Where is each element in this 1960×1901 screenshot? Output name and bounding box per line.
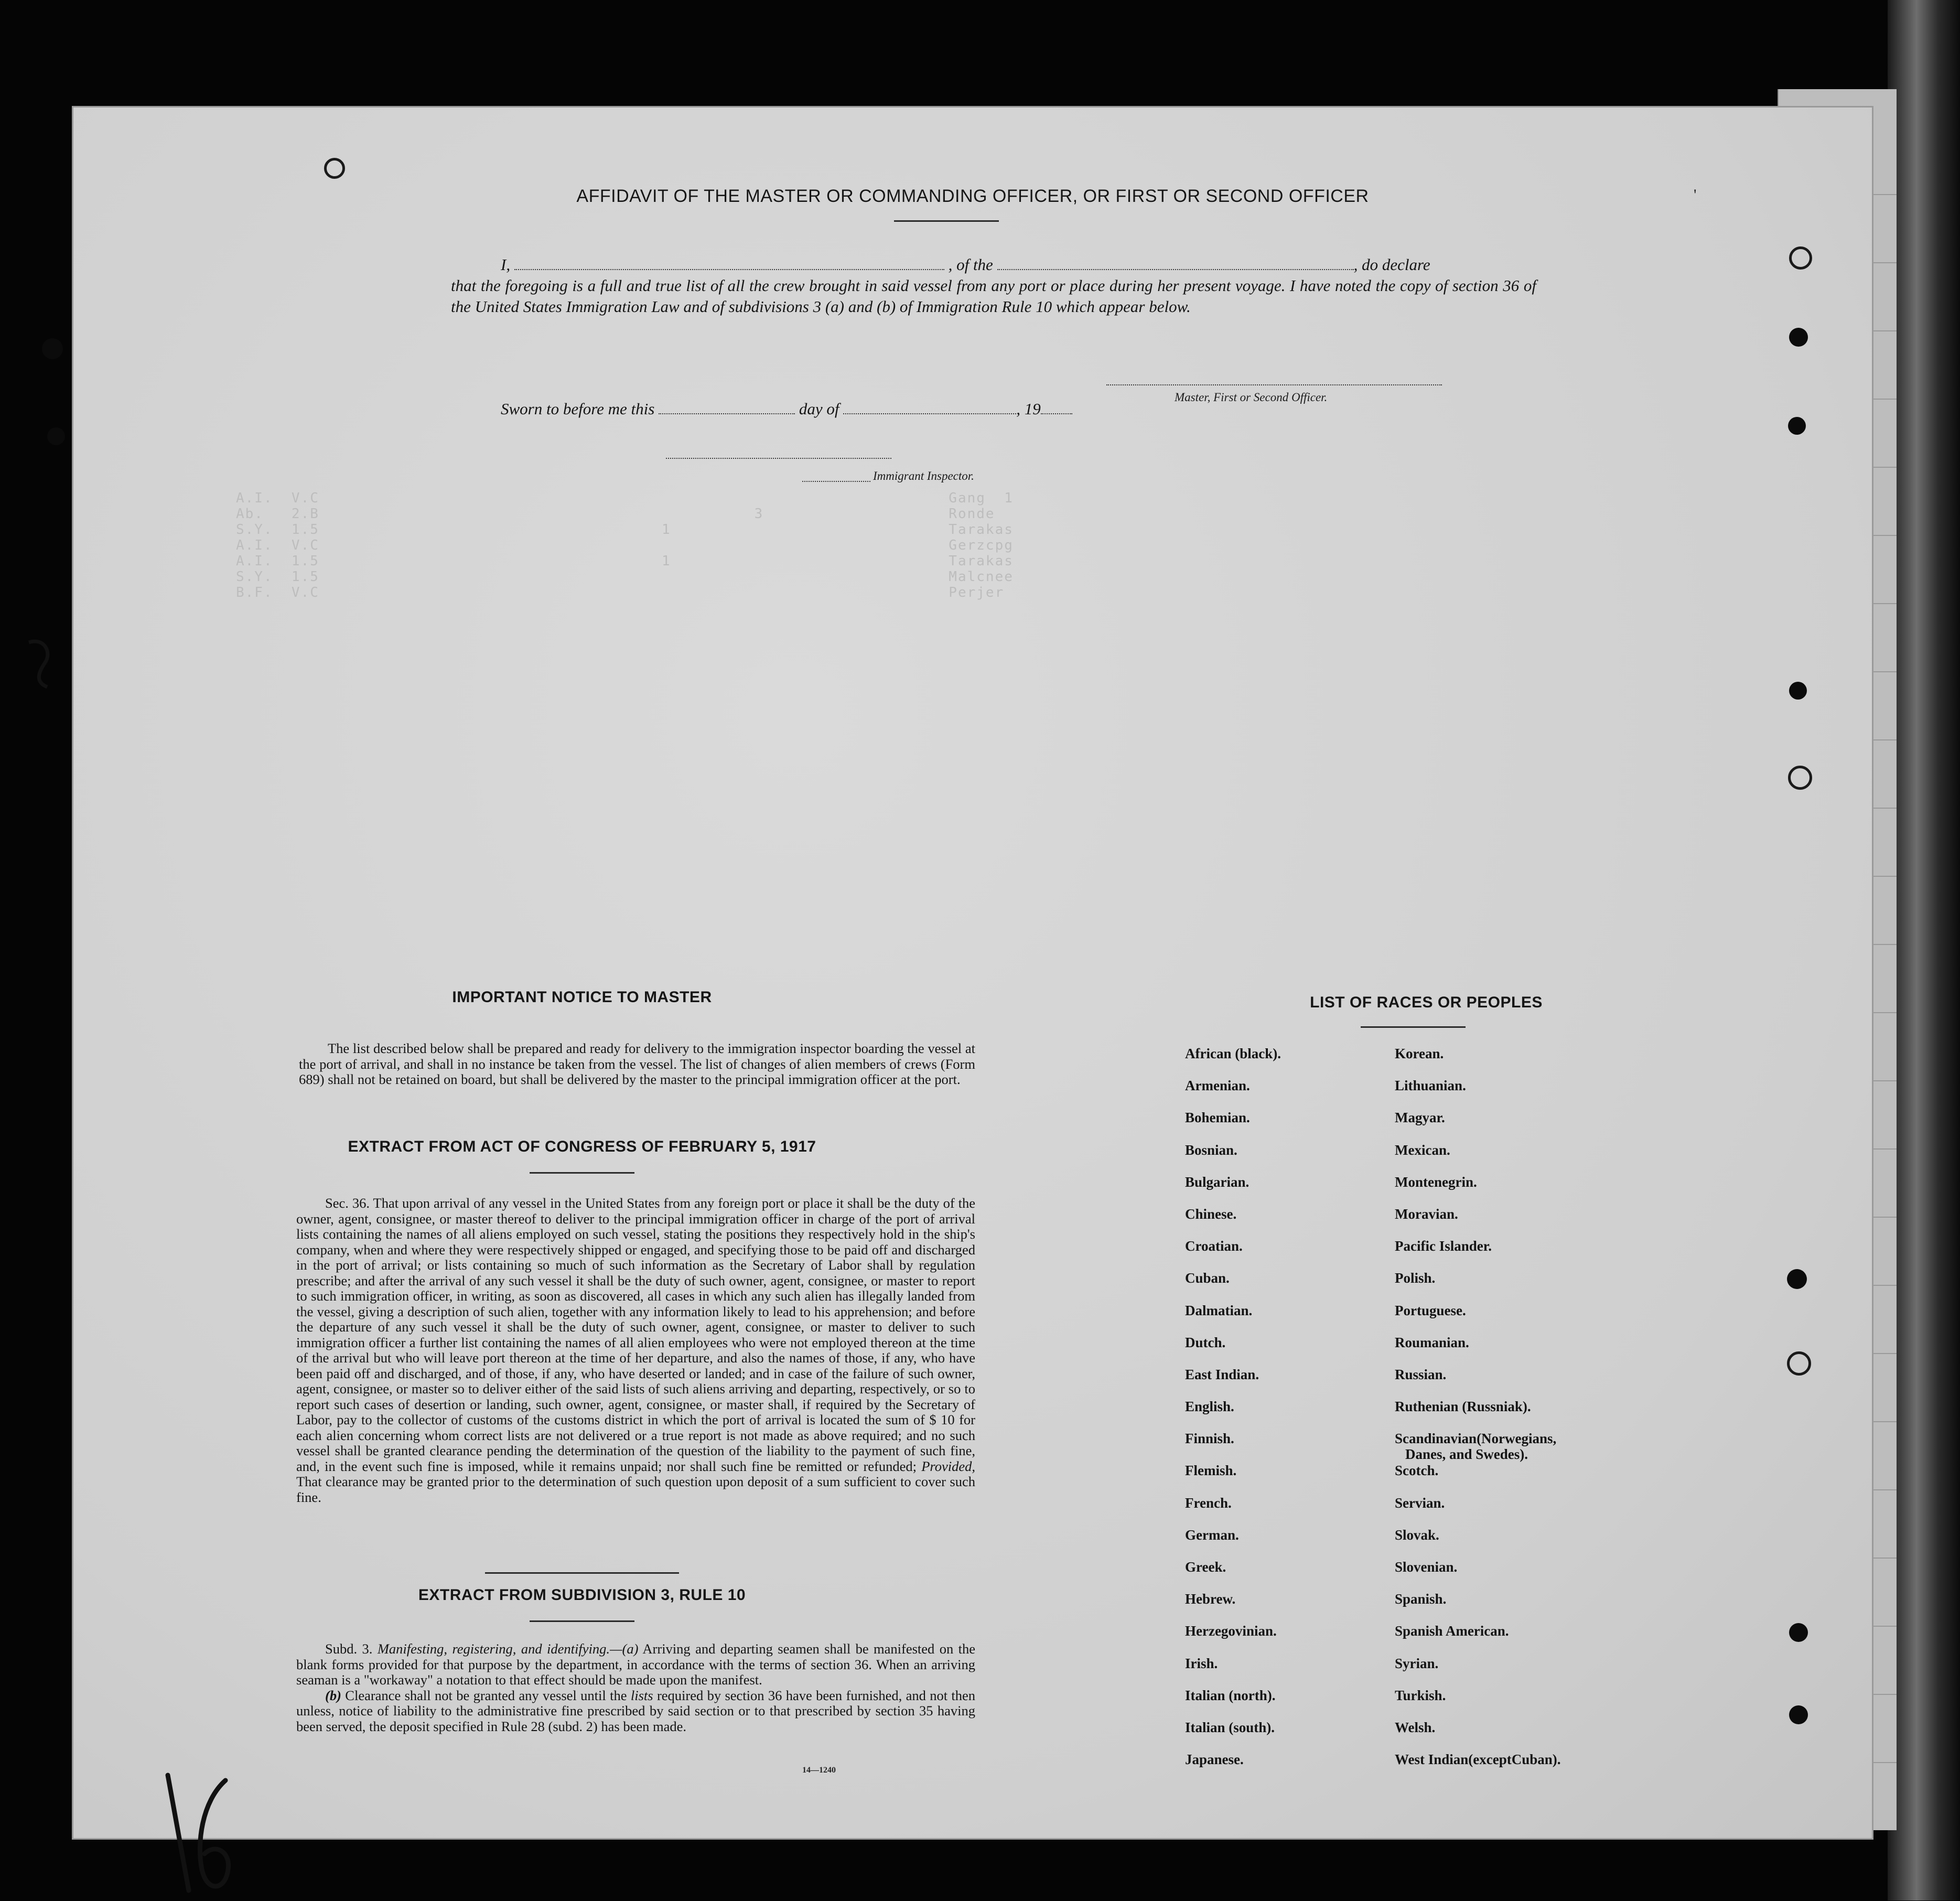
races-title: LIST OF RACES OR PEOPLES: [1310, 994, 1543, 1011]
race-item: Cuban.: [1185, 1270, 1230, 1286]
section-text-end: That clearance may be granted prior to the determination of such question upon deposit of a sum sufficient to cover such fine.: [296, 1474, 975, 1505]
section-text: That upon arrival of any vessel in the United States from any foreign port or place it shall be the duty of the owner, agent, consignee, or master thereof to deliver to the principal immigration officer in charge of the port of arrival lists containing the names of all aliens employed on such vessel, stating the positions they respectively hold in the ship's company, when and where they were respectively shipped or engaged, and specifying those to be paid off and discharged in the port of arrival; or lists containing so much of such information as the Secretary of Labor shall by regulation prescribe; and after the arrival of any such vessel it shall be the duty of such owner, agent, consignee, or master to report to such immigration officer, in writing, as soon as discovered, all cases in which any such alien has illegally landed from the vessel, giving a description of such alien, together with any information likely to lead to his apprehension; and before the departure of any such vessel it shall be the duty of such owner, agent, consignee, or master to deliver to such immigration officer a further list containing the names of all alien employees who were not employed thereon at the time of the arrival but who will leave port thereon at the time of her departure, and also the names of those, if any, who have been paid off and discharged, and of those, if any, who have deserted or landed; and in case of the failure of such owner, agent, consignee, or master so to deliver either of the said lists of such aliens arriving and departing, respectively, or so to report such cases of desertion or landing, such owner, agent, consignee, or master shall, if required by the Secretary of Labor, pay to the collector of customs of the customs district in which the port of arrival is located the sum of $ 10 for each alien concerning whom correct lists are not delivered or a true report is not made as above required; and no such vessel shall be granted clearance pending the determination of the question of the liability to the payment of such fine, and, in the event such fine is imposed, while it remains unpaid; nor shall such fine be remitted or refunded;: [296, 1195, 976, 1474]
sworn-year-field[interactable]: [1041, 413, 1072, 414]
race-item: Bohemian.: [1185, 1110, 1250, 1126]
race-item: Chinese.: [1185, 1206, 1237, 1222]
race-item: Montenegrin.: [1395, 1174, 1477, 1190]
subd-b-label: (b): [325, 1687, 341, 1703]
race-item: West Indian(exceptCuban).: [1395, 1752, 1561, 1768]
race-item: Dalmatian.: [1185, 1302, 1253, 1318]
race-item: Mexican.: [1395, 1142, 1450, 1158]
handwritten-page-number: [152, 1765, 236, 1901]
race-item: Scotch.: [1395, 1463, 1439, 1479]
race-item: Syrian.: [1395, 1655, 1439, 1671]
race-item: Japanese.: [1185, 1752, 1244, 1768]
inspector-signature-line[interactable]: [666, 458, 891, 459]
affidavit-text: that the foregoing is a full and true list of all the crew brought in said vessel from any port or place during her present voyage. I have noted the copy of section 36 of the United States Immigration Law and of subdivisions 3 (a) and (b) of Immigration Rule 10 which appear below.: [451, 276, 1536, 316]
races-underline: [1361, 1026, 1466, 1028]
sworn-line: [451, 399, 1237, 420]
subd-a-label: —(a): [609, 1641, 639, 1657]
race-item: Spanish American.: [1395, 1623, 1509, 1639]
section-label: Sec. 36.: [325, 1195, 370, 1211]
race-item: Roumanian.: [1395, 1334, 1469, 1350]
subd-b-lists: lists: [630, 1687, 653, 1703]
extract-act-text: [296, 1196, 975, 1505]
subd-a-text: Arriving and departing seamen shall be manifested on the blank forms provided for that purpose by the department, in accordance with the terms of section 36. When an arriving seaman is a "workaway" a notation to that effect should be made upon the manifest.: [296, 1641, 975, 1688]
race-item: Finnish.: [1185, 1431, 1234, 1447]
extract-divider: [485, 1572, 679, 1574]
name-blank-field[interactable]: [514, 269, 944, 270]
race-item: Italian (north).: [1185, 1687, 1276, 1703]
race-item: Scandinavian(Norwegians,: [1395, 1431, 1557, 1447]
race-item: Portuguese.: [1395, 1302, 1466, 1318]
race-item: Croatian.: [1185, 1238, 1243, 1254]
punch-hole: [1789, 1705, 1808, 1724]
punch-hole: [1789, 1623, 1808, 1642]
race-item: Bulgarian.: [1185, 1174, 1250, 1190]
races-left-column: [1185, 1046, 1281, 1784]
handwritten-tick-mark: ': [1694, 186, 1697, 203]
race-item: Italian (south).: [1185, 1719, 1275, 1735]
notice-title: IMPORTANT NOTICE TO MASTER: [452, 989, 712, 1006]
race-item: Pacific Islander.: [1395, 1238, 1492, 1254]
race-item: German.: [1185, 1527, 1239, 1543]
subd-b-text-1: Clearance shall not be granted any vessel until the: [345, 1687, 627, 1703]
extract-rule-underline: [530, 1620, 634, 1622]
master-signature-caption: Master, First or Second Officer.: [1175, 391, 1328, 404]
race-item: Russian.: [1395, 1366, 1447, 1382]
manifest-page: [73, 108, 1872, 1838]
punch-hole: [1787, 1269, 1807, 1289]
race-item: French.: [1185, 1495, 1232, 1511]
race-item: Flemish.: [1185, 1463, 1237, 1479]
races-right-column: [1395, 1046, 1561, 1784]
handwritten-mark-left: [24, 632, 55, 695]
race-item: Bosnian.: [1185, 1142, 1237, 1158]
punch-hole: [1788, 417, 1806, 435]
inspector-caption: Immigrant Inspector.: [873, 469, 974, 482]
subd-heading: Manifesting, registering, and identifying.: [377, 1641, 610, 1657]
race-item: Irish.: [1185, 1655, 1218, 1671]
subd-label: Subd. 3.: [325, 1641, 373, 1657]
race-item: Slovenian.: [1395, 1559, 1458, 1575]
sworn-date-field[interactable]: [659, 413, 795, 414]
affidavit-do-declare: , do declare: [1353, 255, 1430, 274]
sworn-prefix: Sworn to before me this: [501, 400, 655, 418]
title-underline: [894, 220, 999, 222]
inspector-signature-line-short[interactable]: [802, 481, 870, 482]
race-item: African (black).: [1185, 1046, 1281, 1061]
race-item: Armenian.: [1185, 1078, 1250, 1094]
sworn-year-prefix: , 19: [1016, 400, 1041, 418]
punch-hole: [42, 338, 63, 359]
race-item: Ruthenian (Russniak).: [1395, 1399, 1531, 1415]
provided-label: Provided,: [921, 1458, 975, 1474]
punch-hole: [1789, 328, 1808, 347]
race-item: Dutch.: [1185, 1334, 1226, 1350]
affidavit-of-the: , of the: [948, 255, 993, 274]
punch-hole: [1789, 682, 1807, 700]
race-item: English.: [1185, 1399, 1234, 1415]
punch-hole: [1787, 1351, 1811, 1376]
subd-b-text-2: required by section 36 have been furnished, and not then unless, notice of liability to the administrative fine prescribed by said section or to that prescribed by section 35 having been served, the deposit specified in Rule 28 (subd. 2) has been made.: [296, 1687, 976, 1734]
affidavit-title: AFFIDAVIT OF THE MASTER OR COMMANDING OFFICER, OR FIRST OR SECOND OFFICER: [576, 186, 1369, 206]
vessel-blank-field[interactable]: [997, 269, 1354, 270]
race-item: Magyar.: [1395, 1110, 1445, 1126]
notice-text: The list described below shall be prepared and ready for delivery to the immigration inspector boarding the vessel at the port of arrival, and shall in no instance be taken from the vessel. The list of changes of alien members of crews (Form 689) shall not be retained on board, but shall be delivered by the master to the principal immigration officer at the port.: [299, 1040, 975, 1087]
bleed-through-text: A.I. V.C Gang 1 Ab. 2.B 3 Ronde S.Y. 1.5 1 Tarakas A.I. V.C Gerzcpg A.I. 1.5 1 Tarakas S.Y. 1.5 Malcnee B.F. V.C Perjer: [236, 490, 1014, 600]
race-item: Spanish.: [1395, 1591, 1447, 1607]
race-item: Moravian.: [1395, 1206, 1458, 1222]
affidavit-i: I,: [501, 255, 511, 274]
race-item: East Indian.: [1185, 1366, 1259, 1382]
punch-hole: [47, 427, 65, 445]
race-item: Herzegovinian.: [1185, 1623, 1277, 1639]
form-number: 14—1240: [802, 1766, 836, 1775]
punch-hole: [1789, 246, 1812, 270]
book-edge: [1888, 0, 1960, 1900]
extract-act-title: EXTRACT FROM ACT OF CONGRESS OF FEBRUARY 5, 1917: [348, 1138, 816, 1155]
race-item: Slovak.: [1395, 1527, 1439, 1543]
sworn-day-of: day of: [799, 400, 839, 418]
extract-rule-text: [296, 1641, 975, 1734]
race-item: Korean.: [1395, 1046, 1444, 1061]
race-item: Turkish.: [1395, 1687, 1446, 1703]
extract-rule-title: EXTRACT FROM SUBDIVISION 3, RULE 10: [418, 1586, 746, 1604]
race-item: Welsh.: [1395, 1719, 1436, 1735]
punch-hole: [324, 158, 345, 179]
extract-act-underline: [530, 1172, 634, 1174]
race-item: Greek.: [1185, 1559, 1226, 1575]
master-signature-line[interactable]: [1106, 384, 1442, 385]
sworn-month-field[interactable]: [843, 413, 1016, 414]
race-item: Polish.: [1395, 1270, 1436, 1286]
affidavit-body: [451, 254, 1536, 317]
race-item: Lithuanian.: [1395, 1078, 1466, 1094]
race-item: Danes, and Swedes).: [1405, 1446, 1528, 1463]
race-item: Servian.: [1395, 1495, 1445, 1511]
punch-hole: [1788, 766, 1812, 790]
race-item: Hebrew.: [1185, 1591, 1236, 1607]
